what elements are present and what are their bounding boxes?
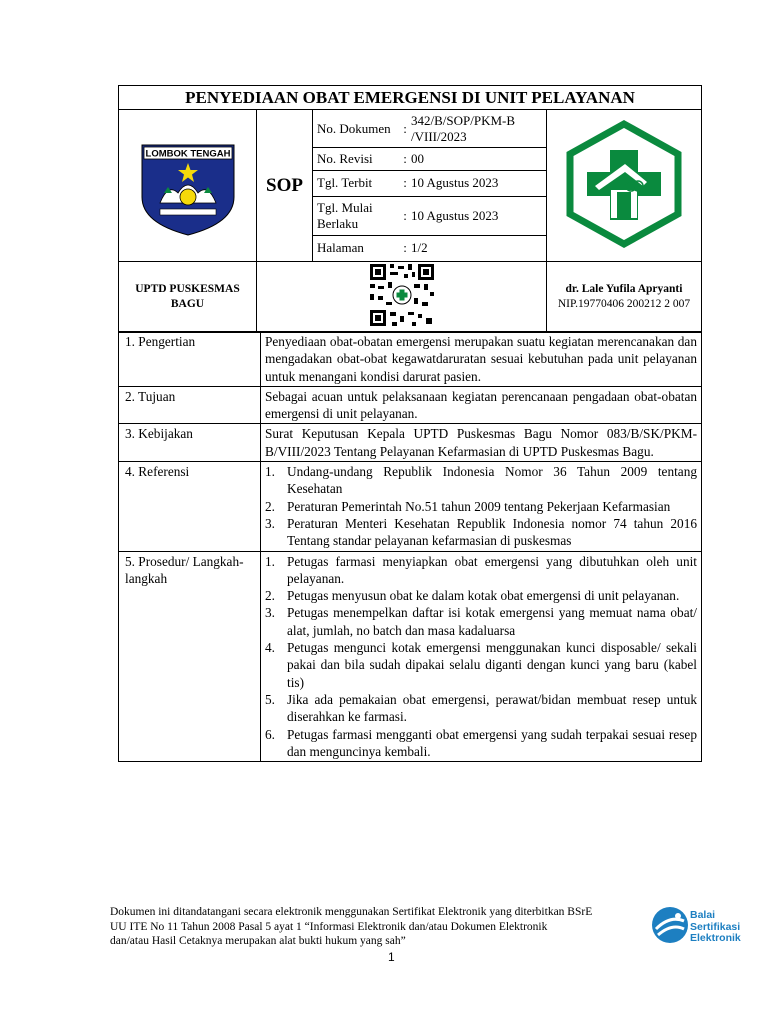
item-text: Peraturan Menteri Kesehatan Republik Indonesia nomor 74 tahun 2016 Tentang standar pelayanan kefarmasian di puskesmas [287, 515, 697, 549]
section-list [261, 551, 702, 762]
bsre-line: Sertifikasi [690, 920, 741, 933]
qr-code [368, 262, 436, 328]
bsre-line: Balai [690, 909, 716, 921]
reference-list [265, 463, 697, 549]
section-label: 1. Pengertian [119, 332, 261, 387]
item-number: 1. [265, 553, 275, 569]
signer-nip: NIP.19770406 200212 2 007 [557, 298, 691, 310]
meta-value: 10 Agustus 2023 [411, 207, 499, 223]
footer-line: dan/atau Hasil Cetaknya merupakan alat bukti hukum yang sah” [110, 935, 406, 947]
item-text: Jika ada pemakaian obat emergensi, perawat/bidan membuat resep untuk diserahkan ke farmasi. [287, 691, 697, 725]
list-item [265, 639, 697, 691]
item-text: Petugas menyusun obat ke dalam kotak obat emergensi di unit pelayanan. [287, 588, 680, 604]
bsre-logo-text [690, 910, 741, 945]
list-item [265, 587, 697, 604]
item-text: Petugas farmasi menyiapkan obat emergensi yang dibutuhkan oleh unit pelayanan. [287, 553, 697, 586]
institution-name [119, 262, 257, 333]
meta-colon: : [403, 240, 407, 256]
list-item [265, 463, 697, 498]
meta-row-dokumen [313, 110, 547, 148]
meta-row-revisi [313, 148, 547, 171]
item-number: 6. [265, 726, 275, 742]
sop-content-table [118, 331, 702, 762]
qr-cell [257, 262, 547, 333]
e-signature-footer [110, 905, 655, 949]
section-row [119, 424, 702, 462]
list-item [265, 604, 697, 639]
list-item [265, 691, 697, 726]
signer-name: dr. Lale Yufila Apryanti [565, 283, 683, 295]
item-text: Peraturan Pemerintah No.51 tahun 2009 tentang Pekerjaan Kefarmasian [287, 498, 671, 514]
list-item [265, 553, 697, 588]
item-number: 1. [265, 464, 275, 480]
list-item [265, 515, 697, 550]
signer-cell [547, 262, 702, 333]
item-text: Petugas mengunci kotak emergensi menggunakan kunci disposable/ sekali pakai dan bila sudah dipakai selalu diganti dengan kunci yang baru (kabel tis) [287, 640, 697, 690]
meta-row-terbit [313, 171, 547, 196]
item-number: 2. [265, 498, 275, 514]
puskesmas-logo-cell [547, 110, 702, 262]
item-number: 3. [265, 515, 275, 531]
item-number: 3. [265, 605, 275, 621]
meta-colon: : [403, 120, 407, 136]
section-label: 4. Referensi [119, 462, 261, 551]
meta-key: Tgl. Terbit [317, 175, 373, 191]
document-title: PENYEDIAAN OBAT EMERGENSI DI UNIT PELAYANAN [118, 85, 702, 110]
meta-key: No. Revisi [317, 151, 373, 167]
section-row [119, 462, 702, 551]
logo-banner-text: LOMBOK TENGAH [145, 148, 230, 159]
meta-colon: : [403, 175, 407, 191]
list-item [265, 726, 697, 761]
footer-line: UU ITE No 11 Tahun 2008 Pasal 5 ayat 1 “Informasi Elektronik dan/atau Dokumen Elektronik [110, 920, 548, 933]
section-row [119, 551, 702, 762]
meta-key: Halaman [317, 240, 364, 256]
meta-colon: : [403, 151, 407, 167]
procedure-list [265, 553, 697, 761]
meta-key: No. Dokumen [317, 120, 391, 136]
puskesmas-logo [565, 120, 683, 248]
sop-label: SOP [257, 110, 313, 262]
item-text: Petugas farmasi mengganti obat emergensi yang sudah terpakai sesuai resep dan menguncinya kembali. [287, 726, 697, 759]
meta-key: Tgl. Mulai Berlaku [317, 199, 373, 231]
meta-row-berlaku [313, 196, 547, 235]
section-label: 2. Tujuan [119, 386, 261, 424]
footer-line: Dokumen ini ditandatangani secara elektronik menggunakan Sertifikat Elektronik yang diterbitkan BSrE [110, 906, 593, 918]
item-number: 5. [265, 691, 275, 707]
bsre-line: Elektronik [690, 932, 741, 944]
list-item [265, 498, 697, 515]
meta-row-halaman [313, 235, 547, 261]
item-number: 2. [265, 588, 275, 604]
section-row [119, 386, 702, 424]
meta-colon: : [403, 207, 407, 223]
section-label: 3. Kebijakan [119, 424, 261, 462]
bsre-logo-icon [650, 905, 690, 945]
item-number: 4. [265, 640, 275, 656]
institution-text: UPTD PUSKESMAS BAGU [135, 283, 240, 310]
meta-value: 342/B/SOP/PKM-B /VIII/2023 [411, 112, 516, 144]
header-table [118, 109, 702, 333]
section-text: Penyediaan obat-obatan emergensi merupakan suatu kegiatan merencanakan dan mengadakan obat-obat kegawatdaruratan sesuai kebutuhan pada unit pelayanan untuk menangani kondisi darurat pasien. [261, 332, 702, 387]
section-text: Surat Keputusan Kepala UPTD Puskesmas Bagu Nomor 083/B/SK/PKM-B/VIII/2023 Tentang Pelayanan Kefarmasian di UPTD Puskesmas Bagu. [261, 424, 702, 462]
item-text: Undang-undang Republik Indonesia Nomor 36 Tahun 2009 tentang Kesehatan [287, 464, 697, 497]
meta-value: 1/2 [411, 240, 428, 256]
lombok-tengah-logo [138, 131, 238, 237]
section-row [119, 332, 702, 387]
meta-value: 00 [411, 151, 424, 167]
section-text: Sebagai acuan untuk pelaksanaan kegiatan perencanaan pengadaan obat-obatan emergensi di unit pelayanan. [261, 386, 702, 424]
section-list [261, 462, 702, 551]
regency-logo-cell [119, 110, 257, 262]
page-number: 1 [388, 950, 395, 964]
item-text: Petugas menempelkan daftar isi kotak emergensi yang memuat nama obat/ alat, jumlah, no batch dan masa kadaluarsa [287, 605, 697, 638]
meta-value: 10 Agustus 2023 [411, 175, 499, 191]
section-label: 5. Prosedur/ Langkah-langkah [119, 551, 261, 762]
